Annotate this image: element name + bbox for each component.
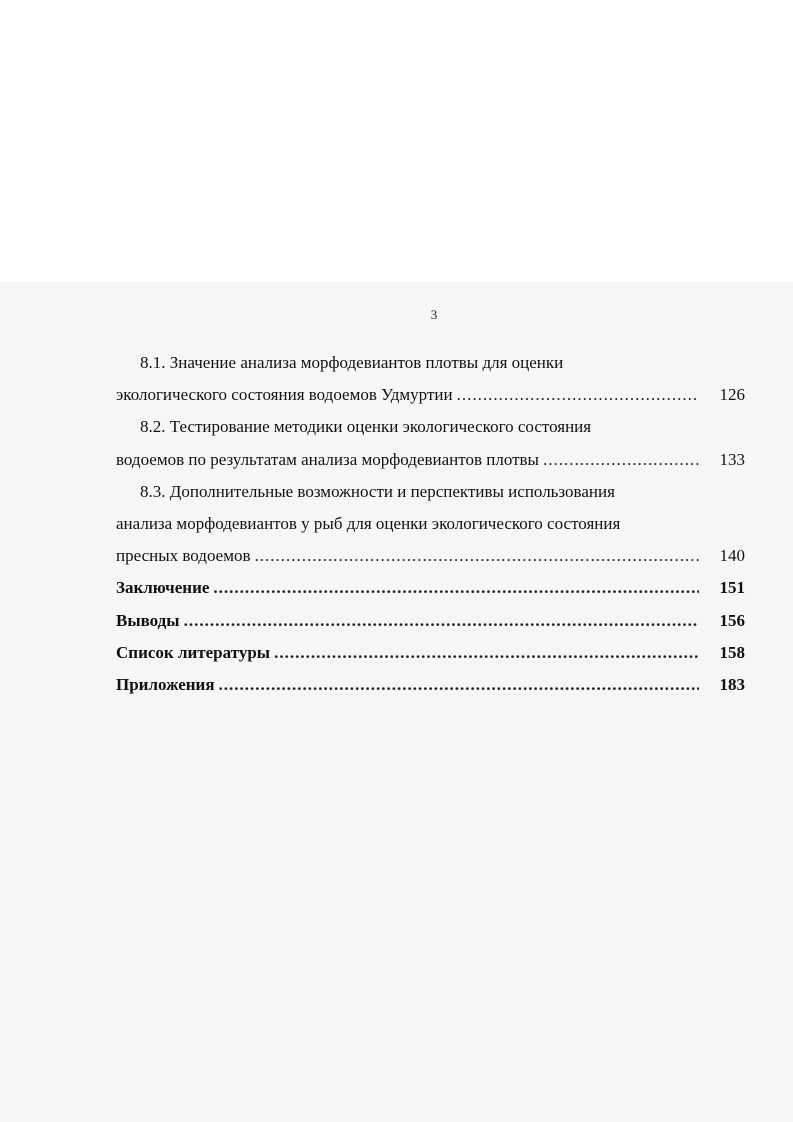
toc-entry-page: 156	[719, 610, 745, 630]
toc-entry-text: Заключение	[116, 578, 210, 598]
toc-entry-appendices	[116, 669, 745, 701]
table-of-contents	[116, 347, 745, 701]
dot-leader	[274, 637, 699, 669]
dot-leader	[213, 572, 699, 604]
toc-entry-text: экологического состояния водоемов Удмуртии	[116, 385, 453, 405]
toc-entry-text: Приложения	[116, 674, 215, 694]
toc-entry-page: 140	[719, 546, 745, 566]
toc-entry-references	[116, 637, 745, 669]
toc-entry-text: водоемов по результатам анализа морфодевиантов плотвы	[116, 449, 539, 469]
toc-entry-8-3-line-1: 8.3. Дополнительные возможности и перспективы использования	[140, 481, 615, 501]
toc-entry-findings	[116, 605, 745, 637]
toc-entry-page: 158	[719, 642, 745, 662]
toc-entry-8-2-line-1: 8.2. Тестирование методики оценки экологического состояния	[140, 417, 592, 437]
dot-leader	[184, 605, 699, 637]
toc-entry-8-1-line-1: 8.1. Значение анализа морфодевиантов плотвы для оценки	[140, 353, 564, 372]
toc-entry-8-3-line-3	[116, 540, 745, 572]
toc-entry-conclusion	[116, 572, 745, 604]
toc-entry-text: Список литературы	[116, 642, 271, 662]
toc-entry-text: пресных водоемов	[116, 546, 251, 566]
toc-entry-text: Выводы	[116, 610, 180, 630]
toc-entry-page: 151	[719, 578, 745, 598]
dot-leader	[219, 669, 699, 701]
dot-leader	[255, 540, 700, 572]
toc-entry-8-2-line-2	[116, 444, 745, 476]
toc-entry-page: 133	[719, 449, 745, 469]
page-number: 3	[430, 307, 438, 322]
toc-entry-page: 183	[719, 674, 745, 694]
dot-leader	[457, 379, 699, 411]
toc-entry-page: 126	[719, 385, 745, 405]
toc-entry-8-3-line-2: анализа морфодевиантов у рыб для оценки экологического состояния	[116, 513, 621, 533]
dot-leader	[543, 444, 699, 476]
toc-entry-8-1-line-2	[116, 379, 745, 411]
